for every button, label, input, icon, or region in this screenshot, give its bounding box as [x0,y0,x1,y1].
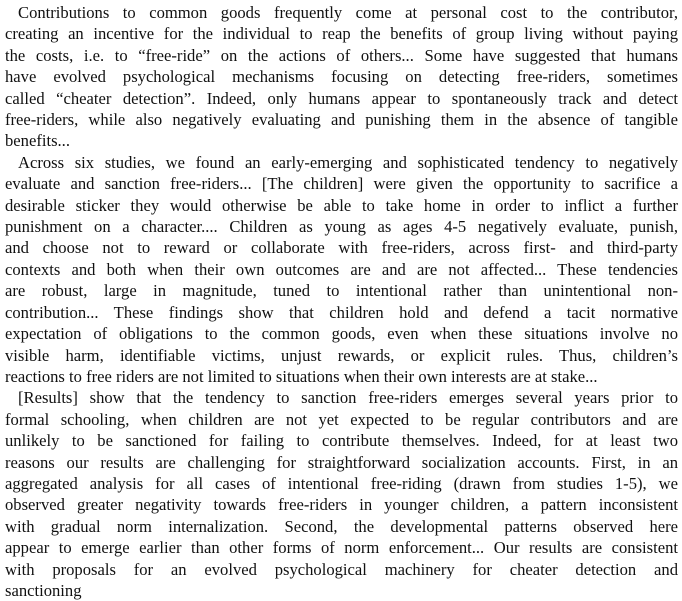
text-line: visible harm, identifiable victims, unjust rewards, or explicit rules. Thus, children’s [5,345,678,365]
text-line: with proposals for an evolved psychological machinery for cheater detection and [5,559,678,579]
text-line: contexts and both when their own outcomes are and are not affected... These tendencies [5,259,678,279]
text-line: [Results] show that the tendency to sanction free-riders emerges several years prior to [18,388,678,408]
text-line: reactions to free riders are not limited to situations when their own interests are at stake... [5,366,598,386]
text-line: free-riders, while also negatively evaluating and punishing them in the absence of tangible [5,110,678,130]
text-line: benefits... [5,131,70,151]
text-line: have evolved psychological mechanisms focusing on detecting free-riders, sometimes [5,67,678,87]
text-line: reasons our results are challenging for straightforward socialization accounts. First, in an [5,452,678,472]
text-line: expectation of obligations to the common goods, even when these situations involve no [5,324,678,344]
text-line: aggregated analysis for all cases of intentional free-riding (drawn from studies 1-5), we [5,473,678,493]
paragraph-1 [5,2,678,152]
text-line: desirable sticker they would otherwise be able to take home in order to inflict a further [5,195,678,215]
text-line: the costs, i.e. to “free-ride” on the actions of others... Some have suggested that humans [5,45,678,65]
text-line: evaluate and sanction free-riders... [The children] were given the opportunity to sacrifice a [5,174,678,194]
text-line: appear to emerge earlier than other forms of norm enforcement... Our results are consistent [5,538,678,558]
text-line: unlikely to be sanctioned for failing to contribute themselves. Indeed, for at least two [5,431,678,451]
text-line: Across six studies, we found an early-emerging and sophisticated tendency to negatively [18,152,678,172]
paragraph-3 [5,387,678,601]
text-line: contribution... These findings show that children hold and defend a tacit normative [5,302,678,322]
text-line: called “cheater detection”. Indeed, only humans appear to spontaneously track and detect [5,88,678,108]
text-line: punishment on a character.... Children as young as ages 4-5 negatively evaluate, punish, [5,217,678,237]
text-line: sanctioning [5,580,82,600]
text-line: observed greater negativity towards free-riders in younger children, a pattern inconsistent [5,495,678,515]
text-line: are robust, large in magnitude, tuned to intentional rather than unintentional non- [5,281,678,301]
text-line: formal schooling, when children are not yet expected to be regular contributors and are [5,409,678,429]
text-line: creating an incentive for the individual to reap the benefits of group living without paying [5,24,678,44]
text-line: and choose not to reward or collaborate with free-riders, across first- and third-party [5,238,678,258]
text-line: with gradual norm internalization. Second, the developmental patterns observed here [5,516,678,536]
text-line: Contributions to common goods frequently come at personal cost to the contributor, [18,3,678,22]
paragraph-2 [5,152,678,387]
